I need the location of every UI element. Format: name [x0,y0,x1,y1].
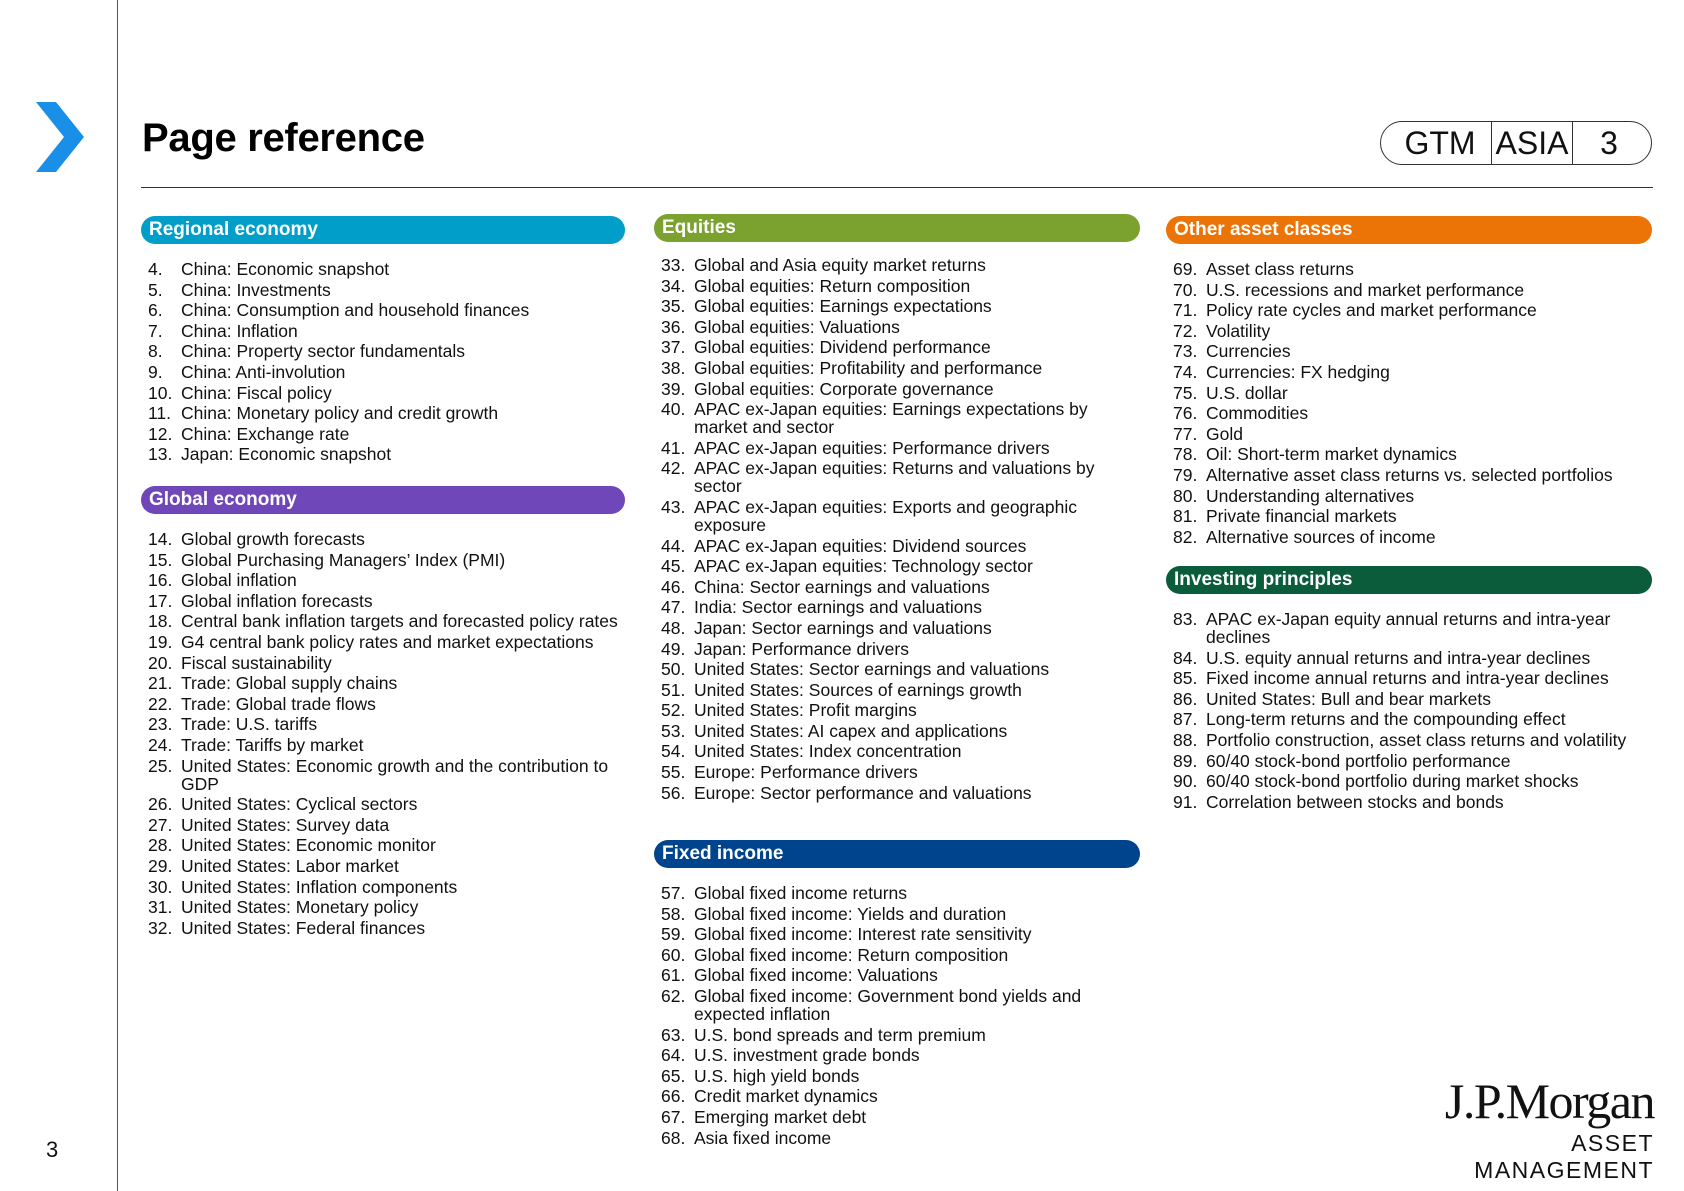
item-label: United States: Sector earnings and valuations [694,659,1050,680]
item-number: 60. [661,944,686,965]
list-item [141,260,625,278]
item-label: Global Purchasing Managers’ Index (PMI) [181,549,506,570]
item-label: China: Economic snapshot [181,259,390,279]
item-label: China: Exchange rate [181,423,350,444]
item-number: 51. [661,679,686,700]
item-number: 41. [661,437,686,458]
item-number: 23. [148,714,173,735]
list-item [1166,487,1652,505]
section-global-economy [141,486,625,939]
section-header: Fixed income [654,840,1140,868]
item-number: 80. [1173,485,1198,506]
item-label: Portfolio construction, asset class returns and volatility [1206,729,1627,750]
item-label: Private financial markets [1206,506,1397,527]
item-label: APAC ex-Japan equity annual returns and intra-year declines [1206,609,1611,647]
section-investing-principles [1166,566,1652,813]
item-number: 81. [1173,506,1198,527]
item-number: 49. [661,638,686,659]
page-number: 3 [46,1137,59,1162]
item-label: Global fixed income: Government bond yields and expected inflation [694,985,1082,1024]
item-label: China: Monetary policy and credit growth [181,403,499,424]
list-item [1166,649,1652,667]
list-item [141,795,625,813]
item-number: 29. [148,855,173,876]
item-number: 54. [661,741,686,762]
list-item [654,966,1140,984]
item-number: 10. [148,382,173,403]
list-item [141,715,625,733]
list-item [654,537,1140,555]
item-label: Global equities: Return composition [694,275,971,296]
item-number: 26. [148,794,173,815]
list-item [141,592,625,610]
item-label: Long-term returns and the compounding effect [1206,709,1566,730]
list-item [141,757,625,793]
list-item [141,571,625,589]
item-label: APAC ex-Japan equities: Earnings expectations by market and sector [694,399,1088,438]
header-divider [141,187,1653,188]
list-item [1166,793,1652,811]
item-label: United States: Cyclical sectors [181,794,418,815]
item-label: United States: Bull and bear markets [1206,688,1492,709]
item-label: Global fixed income: Interest rate sensitivity [694,924,1032,945]
item-label: Central bank inflation targets and forecasted policy rates [181,611,618,632]
item-number: 4. [148,259,163,279]
list-item [1166,322,1652,340]
item-number: 67. [661,1106,686,1127]
item-number: 65. [661,1065,686,1086]
item-number: 32. [148,917,173,938]
list-item [1166,466,1652,484]
list-item [141,404,625,422]
item-label: China: Anti-involution [181,361,346,382]
item-label: Currencies [1206,341,1291,362]
item-number: 72. [1173,320,1198,341]
item-label: Trade: Global supply chains [181,673,398,694]
badge-region: ASIA [1491,121,1573,165]
item-label: United States: Inflation components [181,876,458,897]
item-label: 60/40 stock-bond portfolio during market shocks [1206,771,1579,792]
item-number: 19. [148,631,173,652]
item-label: Global equities: Valuations [694,316,900,337]
item-number: 87. [1173,709,1198,730]
item-label: U.S. dollar [1206,382,1288,403]
item-number: 84. [1173,647,1198,668]
list-item [141,633,625,651]
list-item [654,884,1140,902]
item-label: U.S. investment grade bonds [694,1045,920,1066]
item-number: 8. [148,341,163,362]
item-label: Policy rate cycles and market performance [1206,300,1537,321]
item-number: 82. [1173,526,1198,547]
list-item [1166,342,1652,360]
item-label: Understanding alternatives [1206,485,1415,506]
item-number: 76. [1173,403,1198,424]
item-number: 16. [148,570,173,591]
item-label: Global equities: Corporate governance [694,378,994,399]
badge-number: 3 [1600,125,1618,161]
list-item [654,1046,1140,1064]
item-label: Europe: Performance drivers [694,762,918,783]
section-regional-economy [141,216,625,466]
list-item [141,322,625,340]
list-item [141,857,625,875]
list-item [654,578,1140,596]
item-label: India: Sector earnings and valuations [694,597,982,618]
item-label: China: Fiscal policy [181,382,332,403]
item-label: Japan: Sector earnings and valuations [694,617,992,638]
list-item [654,1129,1140,1147]
list-item [654,439,1140,457]
section-header: Investing principles [1166,566,1652,594]
item-number: 24. [148,734,173,755]
item-number: 56. [661,782,686,803]
list-item [141,530,625,548]
item-number: 50. [661,659,686,680]
list-item [654,722,1140,740]
item-label: Currencies: FX hedging [1206,361,1390,382]
list-item [654,1108,1140,1126]
item-label: Emerging market debt [694,1106,867,1127]
item-label: Fixed income annual returns and intra-year declines [1206,668,1609,689]
list-item [654,318,1140,336]
item-number: 79. [1173,464,1198,485]
item-label: United States: Profit margins [694,700,917,721]
item-number: 21. [148,673,173,694]
item-number: 37. [661,337,686,358]
list-item [1166,690,1652,708]
list-item [654,277,1140,295]
item-label: Trade: Global trade flows [181,693,376,714]
gtm-badge [1380,121,1652,165]
section-header: Global economy [141,486,625,514]
list-item [654,400,1140,436]
list-item [141,736,625,754]
list-item [141,425,625,443]
list-item [1166,710,1652,728]
item-number: 58. [661,903,686,924]
list-item [654,297,1140,315]
item-label: APAC ex-Japan equities: Dividend sources [694,535,1027,556]
list-item [141,342,625,360]
item-number: 9. [148,361,163,382]
item-label: U.S. equity annual returns and intra-year declines [1206,647,1591,668]
item-label: Europe: Sector performance and valuations [694,782,1032,803]
item-number: 68. [661,1127,686,1148]
list-item [654,640,1140,658]
logo-subtitle: ASSET MANAGEMENT [1474,1130,1654,1183]
list-item [1166,445,1652,463]
badge-gtm: GTM [1404,125,1476,161]
item-number: 33. [661,255,686,275]
left-rail-divider [117,0,118,1191]
list-item [141,301,625,319]
list-item [654,784,1140,802]
chevron-right-icon [32,102,84,172]
item-number: 69. [1173,259,1198,279]
list-item [141,363,625,381]
list-item [654,660,1140,678]
item-label: Gold [1206,423,1243,444]
item-number: 64. [661,1045,686,1066]
section-items [654,256,1140,802]
list-item [1166,384,1652,402]
item-number: 52. [661,700,686,721]
item-number: 15. [148,549,173,570]
item-number: 57. [661,883,686,903]
item-label: U.S. bond spreads and term premium [694,1024,986,1045]
item-number: 13. [148,444,173,465]
item-label: China: Investments [181,279,331,300]
item-number: 74. [1173,361,1198,382]
item-label: China: Consumption and household finances [181,300,530,321]
item-number: 40. [661,399,686,420]
item-number: 20. [148,652,173,673]
section-equities [654,214,1140,804]
item-label: APAC ex-Japan equities: Exports and geographic exposure [694,496,1077,535]
item-label: Fiscal sustainability [181,652,332,673]
list-item [654,987,1140,1023]
item-number: 85. [1173,668,1198,689]
item-number: 39. [661,378,686,399]
section-items [141,260,625,463]
list-item [654,742,1140,760]
list-item [141,384,625,402]
item-number: 11. [148,403,172,424]
item-number: 6. [148,300,163,321]
item-number: 31. [148,897,173,918]
list-item [654,1026,1140,1044]
list-item [654,598,1140,616]
item-number: 34. [661,275,686,296]
item-label: China: Property sector fundamentals [181,341,466,362]
item-label: Global fixed income: Return composition [694,944,1009,965]
list-item [654,925,1140,943]
list-item [1166,301,1652,319]
item-number: 38. [661,357,686,378]
list-item [654,380,1140,398]
list-item [141,674,625,692]
section-other-asset-classes [1166,216,1652,548]
item-label: United States: Monetary policy [181,897,419,918]
list-item [654,359,1140,377]
list-item [141,612,625,630]
item-number: 25. [148,755,173,776]
item-number: 47. [661,597,686,618]
list-item [1166,610,1652,646]
section-fixed-income [654,840,1140,1149]
item-label: Global fixed income returns [694,883,908,903]
item-number: 91. [1173,791,1198,812]
section-header: Other asset classes [1166,216,1652,244]
item-label: Japan: Economic snapshot [181,444,392,465]
list-item [654,701,1140,719]
logo-wordmark: J.P.Morgan [1444,1073,1654,1129]
item-label: Global and Asia equity market returns [694,255,986,275]
item-number: 63. [661,1024,686,1045]
item-number: 36. [661,316,686,337]
item-label: Japan: Performance drivers [694,638,909,659]
item-number: 77. [1173,423,1198,444]
item-label: Global inflation forecasts [181,590,373,611]
list-item [1166,669,1652,687]
section-items [1166,610,1652,811]
item-number: 14. [148,529,173,549]
list-item [141,551,625,569]
item-number: 17. [148,590,173,611]
section-items [654,884,1140,1147]
list-item [1166,731,1652,749]
item-label: Asia fixed income [694,1127,832,1148]
section-items [1166,260,1652,546]
item-label: United States: Economic monitor [181,835,436,856]
item-label: Asset class returns [1206,259,1354,279]
list-item [1166,425,1652,443]
item-number: 66. [661,1086,686,1107]
item-number: 86. [1173,688,1198,709]
list-item [1166,528,1652,546]
list-item [654,681,1140,699]
item-label: Global fixed income: Yields and duration [694,903,1007,924]
item-number: 83. [1173,609,1198,629]
item-label: Trade: Tariffs by market [181,734,364,755]
item-label: United States: Sources of earnings growth [694,679,1022,700]
item-number: 88. [1173,729,1198,750]
jpmorgan-logo [1419,1073,1654,1184]
item-label: Global equities: Earnings expectations [694,296,992,317]
section-header: Equities [654,214,1140,242]
item-label: Trade: U.S. tariffs [181,714,318,735]
item-label: China: Inflation [181,320,298,341]
item-label: Global equities: Profitability and performance [694,357,1043,378]
item-label: China: Sector earnings and valuations [694,576,990,597]
item-label: U.S. high yield bonds [694,1065,860,1086]
list-item [654,946,1140,964]
list-item [141,654,625,672]
list-item [654,498,1140,534]
item-number: 35. [661,296,686,317]
list-item [1166,772,1652,790]
list-item [141,816,625,834]
item-number: 71. [1173,300,1198,321]
item-number: 43. [661,496,686,517]
list-item [1166,260,1652,278]
list-item [1166,363,1652,381]
list-item [1166,281,1652,299]
item-number: 46. [661,576,686,597]
list-item [654,557,1140,575]
item-number: 78. [1173,444,1198,465]
item-label: APAC ex-Japan equities: Returns and valuations by sector [694,458,1095,497]
item-label: United States: Economic growth and the contribution to GDP [181,755,609,794]
item-number: 5. [148,279,163,300]
item-number: 73. [1173,341,1198,362]
item-number: 28. [148,835,173,856]
item-label: Alternative sources of income [1206,526,1436,547]
item-number: 44. [661,535,686,556]
item-label: G4 central bank policy rates and market expectations [181,631,594,652]
list-item [1166,507,1652,525]
list-item [141,878,625,896]
item-number: 27. [148,814,173,835]
item-label: Volatility [1206,320,1271,341]
item-number: 30. [148,876,173,897]
list-item [654,1067,1140,1085]
item-number: 7. [148,320,163,341]
list-item [654,619,1140,637]
page-title: Page reference [142,116,425,160]
item-label: Commodities [1206,403,1309,424]
item-number: 75. [1173,382,1198,403]
item-label: Global inflation [181,570,297,591]
list-item [141,898,625,916]
list-item [654,338,1140,356]
item-label: United States: Index concentration [694,741,962,762]
item-label: Correlation between stocks and bonds [1206,791,1504,812]
item-label: Global growth forecasts [181,529,365,549]
item-label: U.S. recessions and market performance [1206,279,1525,300]
item-number: 53. [661,720,686,741]
item-number: 12. [148,423,173,444]
item-label: United States: Labor market [181,855,399,876]
item-number: 90. [1173,771,1198,792]
item-number: 18. [148,611,173,632]
item-number: 48. [661,617,686,638]
list-item [654,1087,1140,1105]
item-number: 62. [661,985,686,1006]
item-number: 89. [1173,750,1198,771]
item-number: 59. [661,924,686,945]
item-label: United States: AI capex and applications [694,720,1008,741]
item-label: 60/40 stock-bond portfolio performance [1206,750,1511,771]
item-label: APAC ex-Japan equities: Performance drivers [694,437,1050,458]
list-item [654,763,1140,781]
list-item [654,459,1140,495]
item-label: Global equities: Dividend performance [694,337,991,358]
item-number: 42. [661,458,686,479]
item-label: Alternative asset class returns vs. selected portfolios [1206,464,1613,485]
list-item [141,281,625,299]
list-item [654,256,1140,274]
item-label: Global fixed income: Valuations [694,965,938,986]
item-number: 45. [661,556,686,577]
item-number: 55. [661,762,686,783]
item-label: APAC ex-Japan equities: Technology sector [694,556,1033,577]
list-item [1166,404,1652,422]
item-label: United States: Survey data [181,814,390,835]
list-item [141,919,625,937]
section-items [141,530,625,937]
item-number: 61. [661,965,686,986]
list-item [141,836,625,854]
section-header: Regional economy [141,216,625,244]
list-item [654,905,1140,923]
list-item [141,445,625,463]
item-number: 70. [1173,279,1198,300]
list-item [1166,752,1652,770]
item-label: Oil: Short-term market dynamics [1206,444,1457,465]
item-number: 22. [148,693,173,714]
item-label: United States: Federal finances [181,917,426,938]
list-item [141,695,625,713]
item-label: Credit market dynamics [694,1086,878,1107]
